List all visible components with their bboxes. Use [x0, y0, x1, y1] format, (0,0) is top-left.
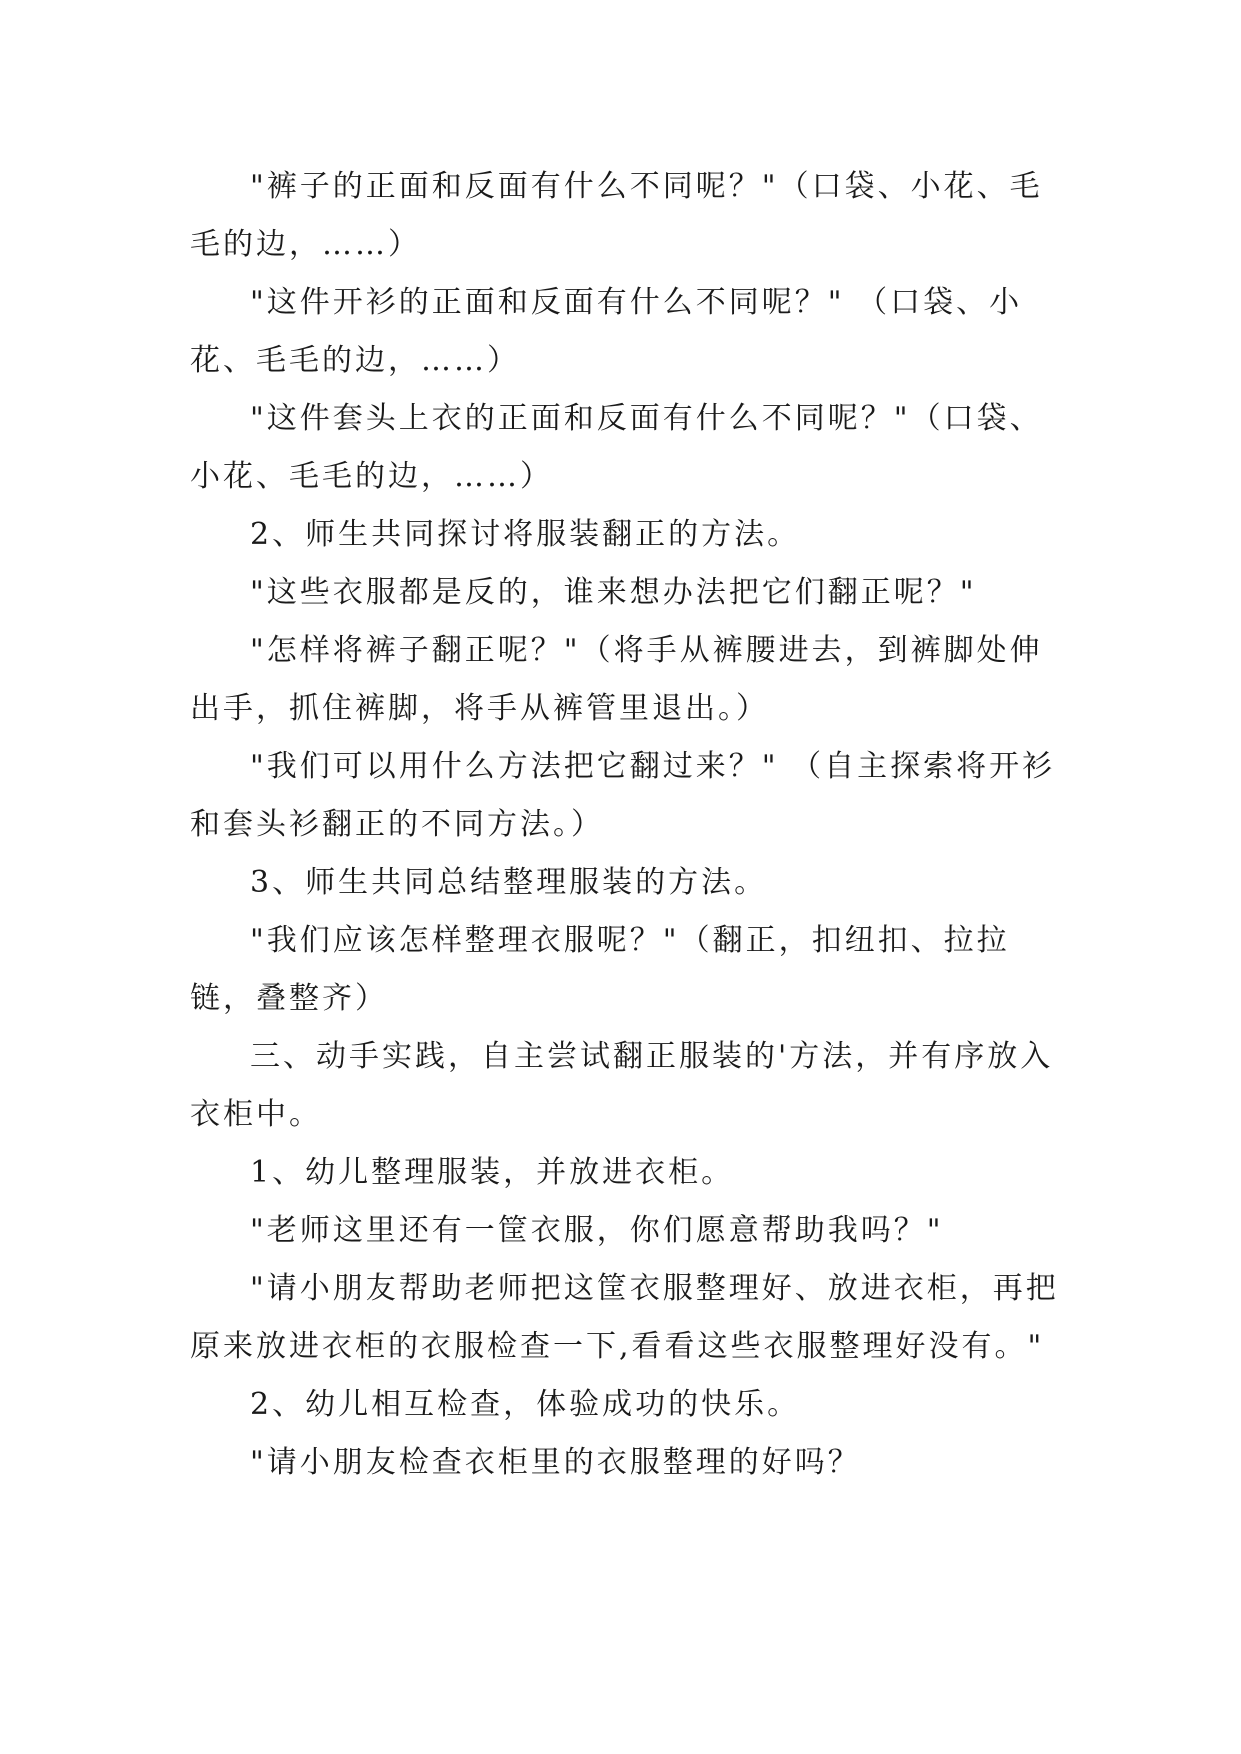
paragraph: "裤子的正面和反面有什么不同呢？"（口袋、小花、毛毛的边，……） [190, 169, 1043, 262]
document-body [190, 158, 1070, 1492]
paragraph: "老师这里还有一筐衣服，你们愿意帮助我吗？" [250, 1213, 944, 1248]
paragraph: 1、幼儿整理服装，并放进衣柜。 [250, 1155, 735, 1190]
paragraph: 2、幼儿相互检查，体验成功的快乐。 [250, 1387, 801, 1422]
paragraph: "请小朋友帮助老师把这筐衣服整理好、放进衣柜，再把原来放进衣柜的衣服检查一下,看看这些衣服整理好没有。" [190, 1271, 1059, 1364]
paragraph: "我们应该怎样整理衣服呢？"（翻正，扣纽扣、拉拉链，叠整齐） [190, 923, 1010, 1016]
paragraph: "这件开衫的正面和反面有什么不同呢？" （口袋、小花、毛毛的边，……） [190, 285, 1023, 378]
section-heading: 三、动手实践，自主尝试翻正服装的'方法，并有序放入衣柜中。 [190, 1039, 1054, 1132]
paragraph: "请小朋友检查衣柜里的衣服整理的好吗？ [250, 1445, 861, 1480]
paragraph: "怎样将裤子翻正呢？"（将手从裤腰进去，到裤脚处伸出手，抓住裤脚，将手从裤管里退出。） [190, 633, 1043, 726]
paragraph: "我们可以用什么方法把它翻过来？" （自主探索将开衫和套头衫翻正的不同方法。） [190, 749, 1056, 842]
paragraph: 2、师生共同探讨将服装翻正的方法。 [250, 517, 801, 552]
paragraph: "这件套头上衣的正面和反面有什么不同呢？"（口袋、小花、毛毛的边，……） [190, 401, 1043, 494]
paragraph: "这些衣服都是反的，谁来想办法把它们翻正呢？" [250, 575, 977, 610]
paragraph: 3、师生共同总结整理服装的方法。 [250, 865, 768, 900]
